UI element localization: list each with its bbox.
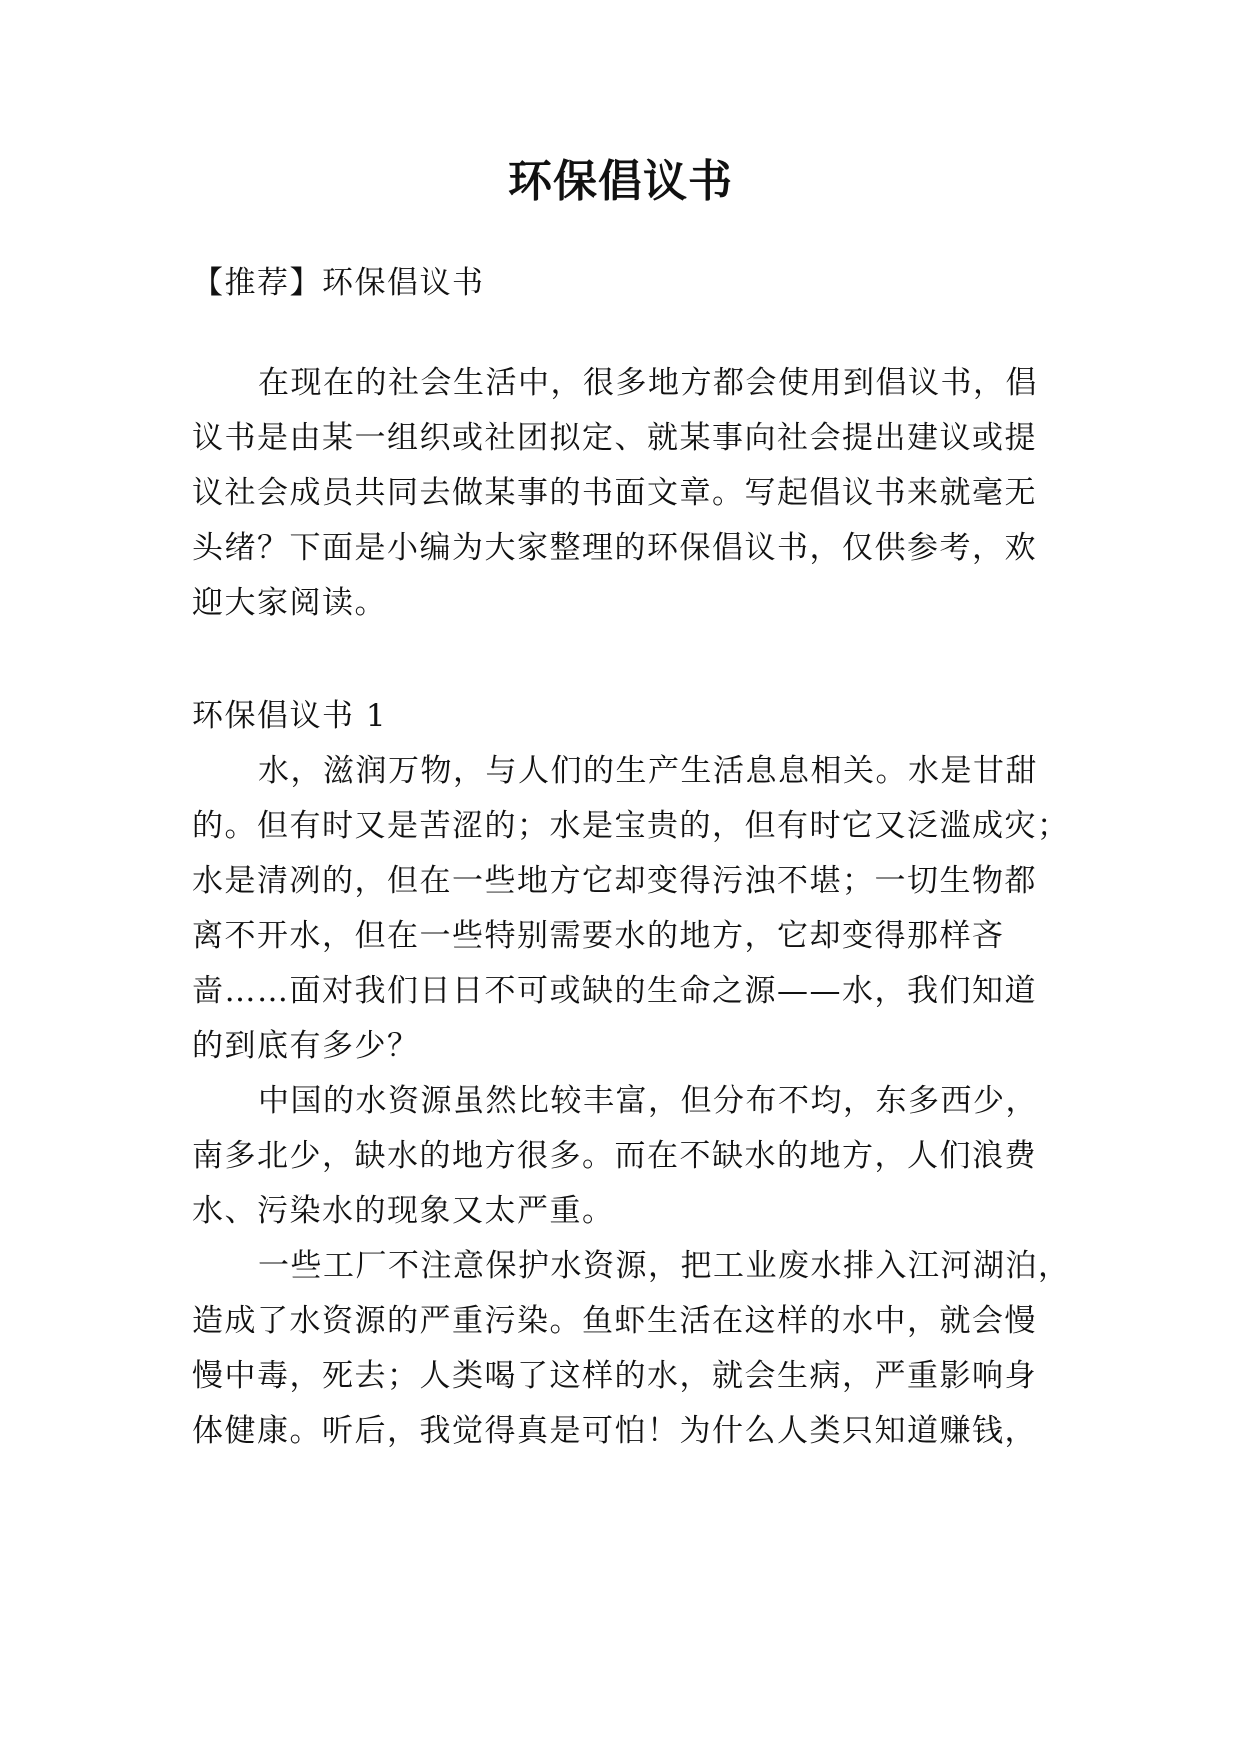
paragraph-line: 议书是由某一组织或社团拟定、就某事向社会提出建议或提	[192, 420, 1037, 456]
paragraph-line: 啬……面对我们日日不可或缺的生命之源——水，我们知道	[192, 973, 1037, 1009]
paragraph-line: 的到底有多少？	[192, 1028, 420, 1064]
paragraph-line: 中国的水资源虽然比较丰富，但分布不均，东多西少，	[258, 1083, 1038, 1119]
paragraph-line: 的。但有时又是苦涩的；水是宝贵的，但有时它又泛滥成灾；	[192, 808, 1070, 844]
paragraph-line: 一些工厂不注意保护水资源，把工业废水排入江河湖泊，	[258, 1248, 1071, 1284]
paragraph-line: 南多北少，缺水的地方很多。而在不缺水的地方，人们浪费	[192, 1138, 1037, 1174]
paragraph-line: 水、污染水的现象又太严重。	[192, 1193, 615, 1229]
subtitle-line	[192, 256, 1058, 311]
section-heading	[192, 689, 1058, 744]
page-title: 环保倡议书	[508, 156, 733, 207]
paragraph-line: 水，滋润万物，与人们的生产生活息息相关。水是甘甜	[258, 753, 1038, 789]
paragraph-line: 慢中毒，死去；人类喝了这样的水，就会生病，严重影响身	[192, 1358, 1037, 1394]
paragraph-line: 头绪？下面是小编为大家整理的环保倡议书，仅供参考，欢	[192, 530, 1037, 566]
paragraph-line: 体健康。听后，我觉得真是可怕！为什么人类只知道赚钱，	[192, 1413, 1037, 1449]
paragraph-3	[192, 1239, 1071, 1459]
paragraph-line: 议社会成员共同去做某事的书面文章。写起倡议书来就毫无	[192, 475, 1037, 511]
paragraph-line: 造成了水资源的严重污染。鱼虾生活在这样的水中，就会慢	[192, 1303, 1037, 1339]
paragraph-2	[192, 1074, 1058, 1239]
paragraph-line: 迎大家阅读。	[192, 585, 387, 621]
intro-paragraph	[192, 356, 1058, 631]
paragraph-line: 在现在的社会生活中，很多地方都会使用到倡议书，倡	[258, 365, 1038, 401]
paragraph-1	[192, 744, 1070, 1074]
subtitle-text: 【推荐】环保倡议书	[192, 265, 485, 301]
section-heading-text: 环保倡议书 1	[192, 698, 388, 734]
paragraph-line: 水是清冽的，但在一些地方它却变得污浊不堪；一切生物都	[192, 863, 1037, 899]
paragraph-line: 离不开水，但在一些特别需要水的地方，它却变得那样吝	[192, 918, 1005, 954]
